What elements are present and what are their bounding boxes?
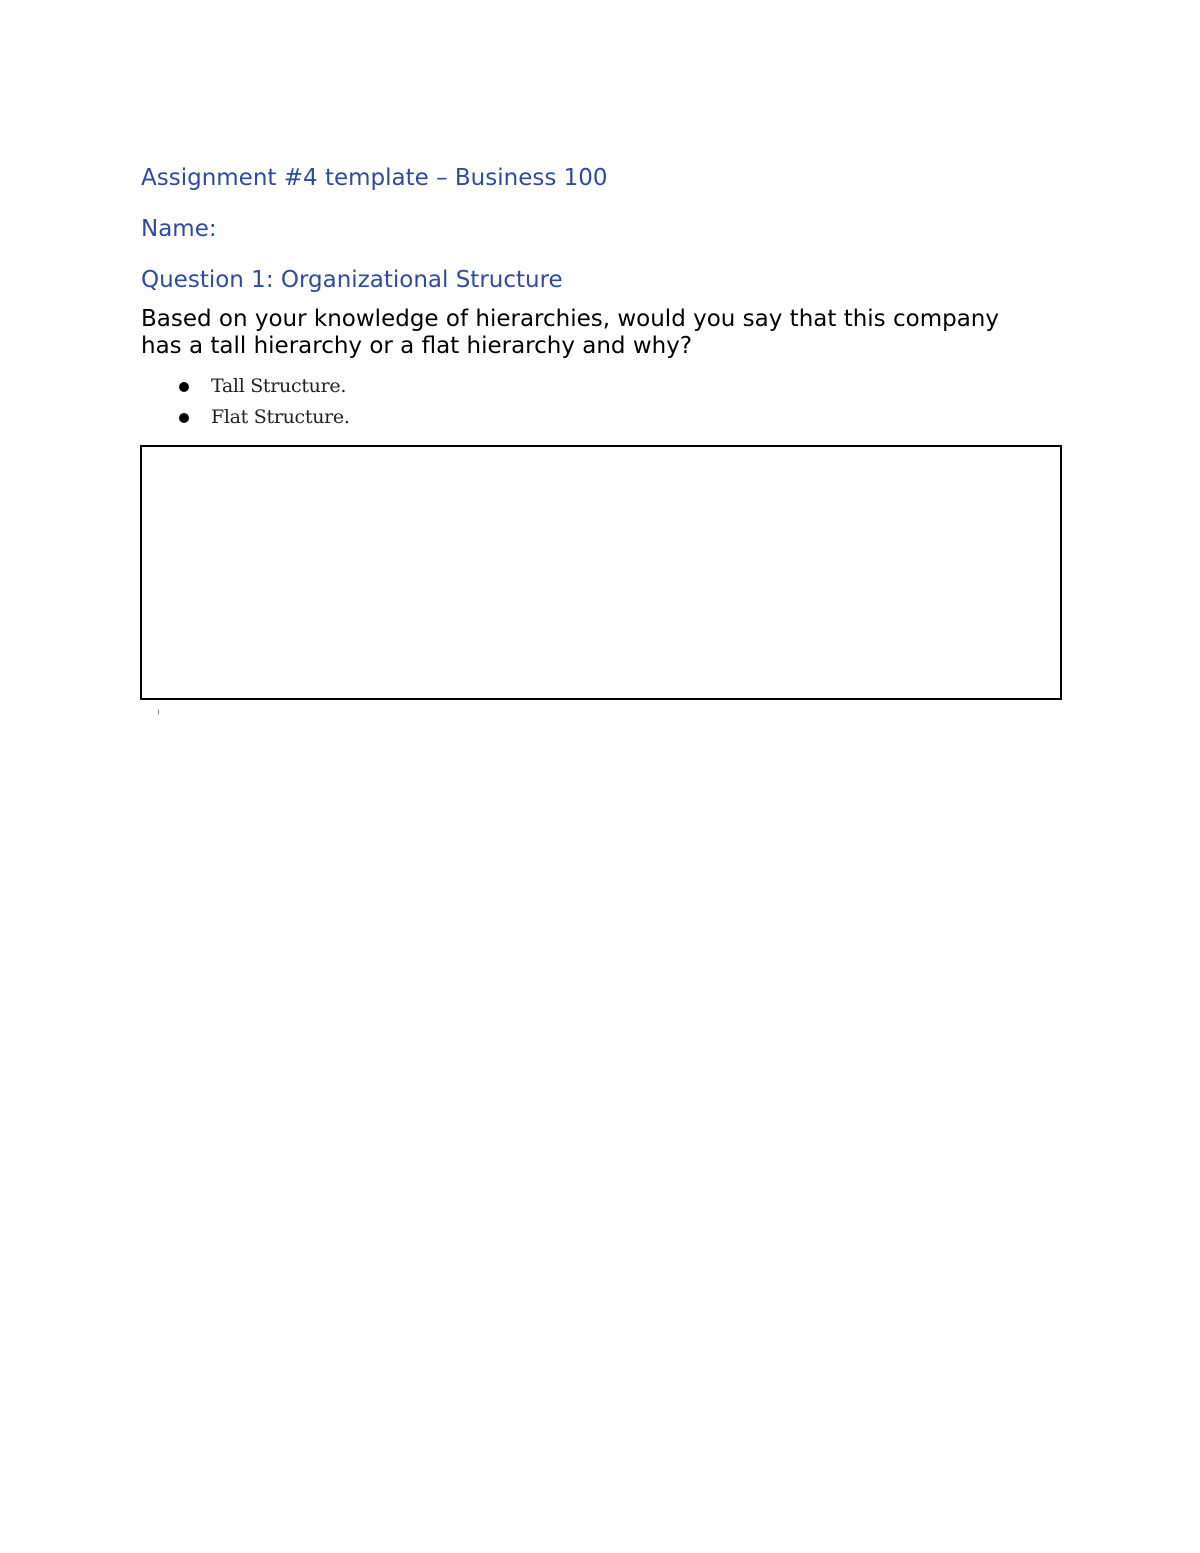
bullet-icon [179, 382, 189, 392]
question-title: Question 1: Organizational Structure [141, 267, 563, 293]
name-label: Name: [141, 216, 217, 242]
answer-text-box[interactable] [140, 445, 1062, 700]
document-title: Assignment #4 template – Business 100 [141, 165, 608, 191]
option-label: Flat Structure. [211, 406, 350, 428]
text-cursor [158, 709, 159, 715]
option-label: Tall Structure. [211, 375, 347, 397]
question-text: Based on your knowledge of hierarchies, would you say that this company has a tall hierarchy or a flat hierarchy and why? [141, 306, 999, 359]
bullet-icon [179, 413, 189, 423]
